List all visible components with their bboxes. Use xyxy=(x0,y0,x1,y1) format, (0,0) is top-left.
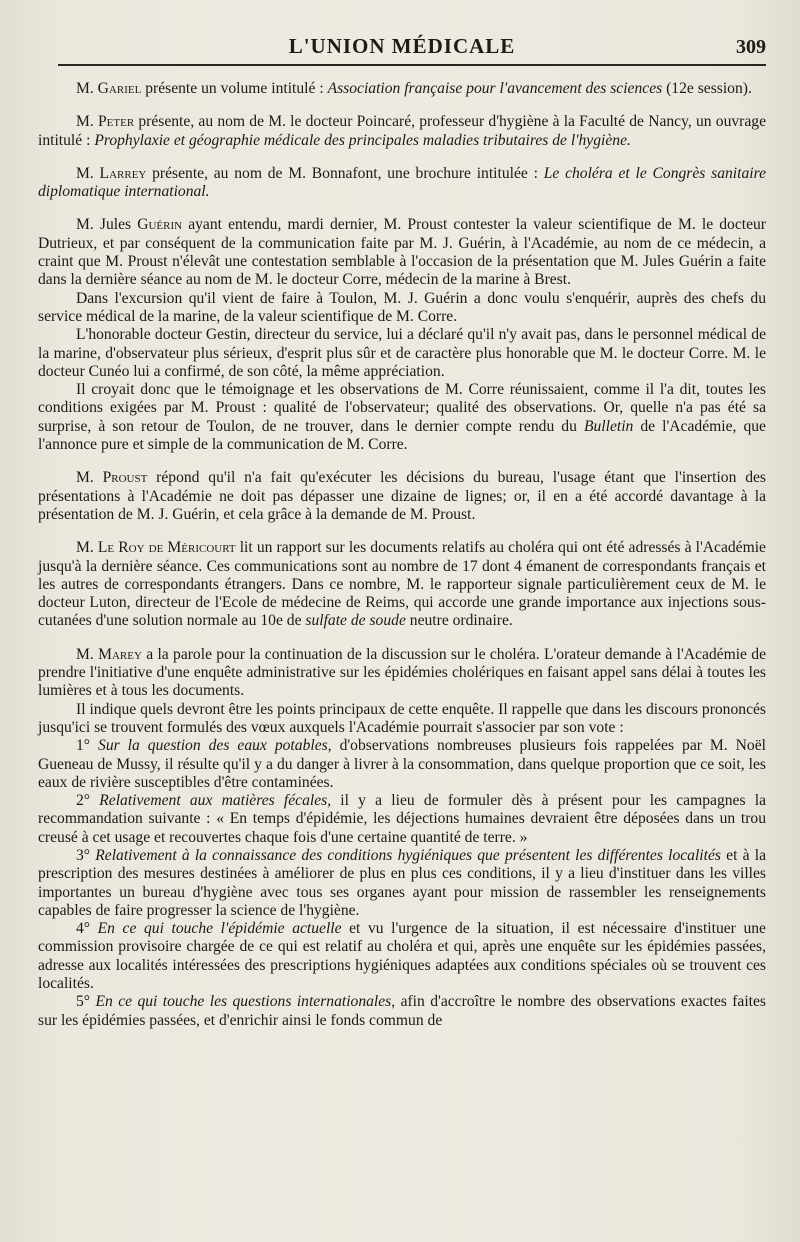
text-run: de l'Académie, que l'annonce pure et simple de la communication de M. Corre. xyxy=(38,417,766,454)
paragraph xyxy=(38,792,766,847)
text-run: présente, au nom de M. Bonnafont, une brochure intitulée : xyxy=(146,164,544,182)
paragraph xyxy=(38,216,766,289)
running-title: L'UNION MÉDICALE xyxy=(288,34,516,58)
text-run: lit un rapport sur les documents relatifs au choléra qui ont été adressés à l'Académie jusqu'à la dernière séance. Ces communications sont au nombre de 17 dont 4 émanent de correspondants français et les autres de correspondants étrangers. Dans ce nombre, M. le rapporteur signale particulièrement ceux de M. le docteur Luton, directeur de l'Ecole de médecine de Reims, qui accorde une grande importance aux injections sous-cutanées d'une solution normale au 10e de xyxy=(38,539,766,630)
italic-text: Le choléra et le Congrès sanitaire diplomatique international. xyxy=(38,164,767,201)
text-run: 1° xyxy=(76,737,99,755)
paragraph xyxy=(38,165,766,202)
italic-text: Sur la question des eaux potables xyxy=(98,737,328,755)
paragraph xyxy=(38,326,766,381)
speaker-name: Guérin xyxy=(137,216,183,234)
text-run: , afin d'accroître le nombre des observations exactes faites sur les épidémies passées, et d'enrichir ainsi le fonds commun de xyxy=(38,993,766,1029)
paragraph xyxy=(38,381,766,454)
paragraph xyxy=(38,847,766,920)
italic-text: Association française pour l'avancement des sciences xyxy=(327,80,663,97)
text-run: M. Jules xyxy=(76,216,138,234)
text-run: (12e session). xyxy=(662,80,752,97)
paragraph xyxy=(38,113,766,150)
text-run: 4° xyxy=(76,920,98,938)
text-run: 3° xyxy=(76,846,96,864)
italic-text: En ce qui touche les questions internationales xyxy=(95,993,392,1011)
paragraph xyxy=(38,701,766,738)
body-text xyxy=(38,80,766,1030)
text-run: M. xyxy=(76,469,103,487)
text-run: 5° xyxy=(76,993,96,1011)
speaker-name: Larrey xyxy=(99,164,147,182)
text-run: et à la prescription des mesures destinées à améliorer de plus en plus ces conditions, il y a lieu d'instituer dans les villes importantes un bureau d'hygiène avec tous ses organes ayant pour mission de rassembler les renseignements capables de faire progresser la science de l'hygiène. xyxy=(38,846,766,919)
text-run: , d'observations nombreuses plusieurs fois rappelées par M. Noël Gueneau de Mussy, il résulte qu'il y a du danger à livrer à la consommation, dans quelque proportion que ce soit, les eaux de rivière susceptibles d'être contaminées. xyxy=(38,737,766,791)
paragraph xyxy=(38,80,766,98)
page-number: 309 xyxy=(736,36,766,58)
text-run: a la parole pour la continuation de la discussion sur le choléra. L'orateur demande à l'Académie de prendre l'initiative d'une enquête administrative sur les épidémies cholériques en faisant appel sans délai à toutes les lumières et à tous les documents. xyxy=(38,645,766,700)
page-header xyxy=(38,28,766,64)
text-run: M. xyxy=(76,164,100,182)
text-run: M. xyxy=(76,80,98,97)
speaker-name: Peter xyxy=(97,113,135,131)
text-run: Il croyait donc que le témoignage et les observations de M. Corre réunissaient, comme il l'a dit, toutes les conditions exigées par M. Proust : qualité de l'observateur; qualité des observations. Or, quelle n'a pas été sa surprise, à son retour de Toulon, de ne trouver, dans le dernier compte rendu du xyxy=(38,381,766,435)
italic-text: Prophylaxie et géographie médicale des principales maladies tributaires de l'hygiène. xyxy=(94,131,631,149)
text-run: M. xyxy=(76,645,99,663)
text-run: M. xyxy=(76,113,98,131)
paragraph xyxy=(38,737,766,792)
text-run: M. xyxy=(76,539,98,557)
paragraph xyxy=(38,646,766,701)
paragraph xyxy=(38,993,766,1030)
italic-text: En ce qui touche l'épidémie actuelle xyxy=(97,920,342,938)
text-run: ayant entendu, mardi dernier, M. Proust contester la valeur scientifique de M. le docteur Dutrieux, et par conséquent de la communication faite par M. J. Guérin, à l'Académie, au nom de ce médecin, a craint que M. Proust n'élevât une contestation semblable à l'occasion de la présentation que M. Jules Guérin a faite dans la dernière séance au nom de M. le docteur Corre, médecin de la marine à Brest. xyxy=(38,216,766,289)
speaker-name: Le Roy de Méricourt xyxy=(97,539,236,557)
italic-text: Bulletin xyxy=(583,417,634,435)
paragraph xyxy=(38,290,766,327)
text-run: présente un volume intitulé : xyxy=(141,80,328,97)
text-run: , il y a lieu de formuler dès à présent pour les campagnes la recommandation suivante : « En temps d'épidémie, les déjections humaines devraient être déposées dans un trou creusé à cet usage et recouvertes chaque fois d'une certaine quantité de terre. » xyxy=(38,792,766,846)
text-run: 2° xyxy=(76,792,100,810)
text-run: L'honorable docteur Gestin, directeur du service, lui a déclaré qu'il n'y avait pas, dans le personnel médical de la marine, d'observateur plus sérieux, d'esprit plus sûr et de caractère plus honorable que M. le docteur Corre. M. le docteur Cunéo lui a confirmé, de son côté, la même appréciation. xyxy=(38,326,766,380)
text-run: présente, au nom de M. le docteur Poincaré, professeur d'hygiène à la Faculté de Nancy, un ouvrage intitulé : xyxy=(38,113,767,149)
paragraph xyxy=(38,920,766,993)
paragraph xyxy=(38,539,766,630)
speaker-name: Marey xyxy=(98,645,142,663)
text-run: neutre ordinaire. xyxy=(405,612,513,630)
text-run: Il indique quels devront être les points principaux de cette enquête. Il rappelle que dans les discours prononcés jusqu'ici se trouvent formulés des vœux auxquels l'Académie pourrait s'associer par son vote : xyxy=(38,700,766,736)
speaker-name: Gariel xyxy=(97,80,142,97)
speaker-name: Proust xyxy=(102,469,148,487)
text-run: Dans l'excursion qu'il vient de faire à Toulon, M. J. Guérin a donc voulu s'enquérir, auprès des chefs du service médical de la marine, de la valeur scientifique de M. Corre. xyxy=(38,289,766,325)
italic-text: Relativement à la connaissance des conditions hygiéniques que présentent les différentes localités xyxy=(95,846,721,864)
text-run: répond qu'il n'a fait qu'exécuter les décisions du bureau, l'usage étant que l'insertion des présentations à l'Académie ne doit pas dépasser une dizaine de lignes; or, il en a été accordé davantage à la présentation de M. J. Guérin, et cela grâce à la demande de M. Proust. xyxy=(38,469,766,523)
header-rule xyxy=(58,64,766,66)
text-run: et vu l'urgence de la situation, il est nécessaire d'instituer une commission provisoire chargée de ce qui est relatif au choléra et qui, après une enquête sur les épidémies passées, adresse aux localités intéressées des prescriptions hygiéniques adaptées aux conditions spéciales où se trouvent ces localités. xyxy=(38,920,766,993)
italic-text: sulfate de soude xyxy=(305,612,406,630)
paragraph xyxy=(38,469,766,524)
italic-text: Relativement aux matières fécales xyxy=(99,792,328,810)
